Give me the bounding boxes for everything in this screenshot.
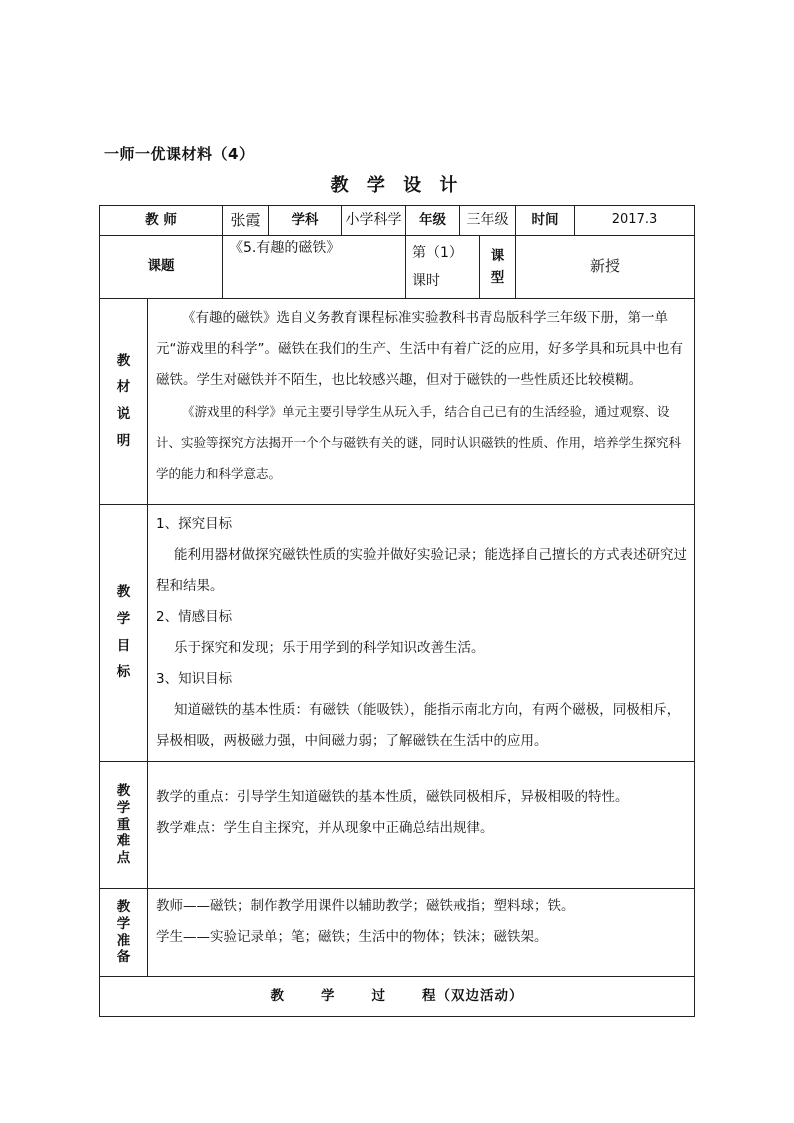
preparation-line: 学生——实验记录单；笔；磁铁；生活中的物体；铁沫；磁铁架。 — [156, 929, 548, 945]
goals-label-char: 目 — [116, 637, 131, 654]
key-points-label — [100, 762, 148, 889]
preparation-label-char: 准 — [116, 932, 131, 949]
info-row — [100, 206, 695, 236]
topic-label: 课题 — [100, 236, 223, 299]
topic-row — [100, 236, 695, 299]
material-label-char: 教 — [116, 352, 131, 369]
page-title: 教 学 设 计 — [330, 175, 464, 196]
key-point-line: 教学的重点：引导学生知道磁铁的基本性质，磁铁同极相斥，异极相吸的特性。 — [156, 789, 629, 805]
goal-heading: 1、探究目标 — [156, 516, 233, 532]
process-word: 过 — [371, 987, 386, 1004]
subject-value: 小学科学 — [342, 206, 406, 236]
preparation-label-char: 备 — [116, 949, 131, 966]
grade-label: 年级 — [406, 206, 460, 236]
key-points-label-char: 教 — [116, 782, 131, 799]
process-row — [100, 977, 695, 1017]
key-points-label-char: 点 — [116, 850, 131, 867]
key-points-row — [100, 762, 695, 889]
goals-label-char: 教 — [116, 584, 131, 601]
preparation-label — [100, 889, 148, 977]
preparation-label-char: 学 — [116, 915, 131, 932]
preparation-content — [148, 889, 695, 977]
key-points-label-char: 重 — [116, 816, 131, 833]
period-text: 第（1）课时 — [412, 245, 463, 289]
goal-text: 能利用器材做探究磁铁性质的实验并做好实验记录；能选择自己擅长的方式表述研究过程和结果。 — [156, 547, 687, 594]
goals-label — [100, 505, 148, 762]
subject-label: 学科 — [269, 206, 342, 236]
preparation-line: 教师——磁铁；制作教学用课件以辅助教学；磁铁戒指；塑料球；铁。 — [156, 898, 575, 914]
goal-text: 乐于探究和发现；乐于用学到的科学知识改善生活。 — [174, 640, 485, 656]
document-series-title: 一师一优课材料（4） — [104, 145, 255, 163]
process-word: 教 — [270, 987, 285, 1004]
time-value: 2017.3 — [575, 206, 695, 236]
type-label-2: 型 — [490, 270, 505, 286]
preparation-label-char: 教 — [116, 898, 131, 915]
process-word: 程（双边活动） — [422, 987, 524, 1004]
type-label — [480, 236, 516, 299]
material-label-char: 材 — [116, 379, 131, 396]
goal-text: 知道磁铁的基本性质：有磁铁（能吸铁），能指示南北方向，有两个磁极，同极相斥，异极相吸，两极磁力强，中间磁力弱；了解磁铁在生活中的应用。 — [156, 702, 681, 749]
material-label-char: 说 — [116, 406, 131, 422]
type-label-1: 课 — [490, 248, 505, 264]
goals-label-char: 学 — [116, 610, 131, 627]
topic-value — [223, 236, 406, 299]
grade-value: 三年级 — [460, 206, 516, 236]
goal-heading: 2、情感目标 — [156, 609, 233, 625]
material-label — [100, 299, 148, 505]
topic-text: 《5.有趣的磁铁》 — [229, 240, 341, 256]
process-word: 学 — [321, 987, 336, 1004]
material-paragraph: 《有趣的磁铁》选自义务教育课程标准实验教科书青岛版科学三年级下册，第一单元“游戏里的科学”。磁铁在我们的生产、生活中有着广泛的应用，好多学具和玩具中也有磁铁。学生对磁铁并不陌生，也比较感兴趣，但对于磁铁的一些性质还比较模糊。 — [156, 310, 683, 388]
key-point-line: 教学难点：学生自主探究，并从现象中正确总结出规律。 — [156, 820, 494, 836]
goals-row — [100, 505, 695, 762]
teacher-label: 教 师 — [100, 206, 223, 236]
key-points-label-char: 学 — [116, 799, 131, 816]
material-row — [100, 299, 695, 505]
material-content — [148, 299, 695, 505]
key-points-content — [148, 762, 695, 889]
goals-label-char: 标 — [116, 664, 131, 681]
goals-content — [148, 505, 695, 762]
material-paragraph: 《游戏里的科学》单元主要引导学生从玩入手，结合自己已有的生活经验，通过观察、设计、实验等探究方法揭开一个个与磁铁有关的谜，同时认识磁铁的性质、作用，培养学生探究科学的能力和科学意志。 — [156, 404, 682, 481]
teacher-name: 张霞 — [223, 206, 269, 236]
preparation-row — [100, 889, 695, 977]
process-heading — [100, 977, 695, 1017]
time-label: 时间 — [516, 206, 575, 236]
goal-heading: 3、知识目标 — [156, 671, 233, 687]
period-cell — [406, 236, 480, 299]
key-points-label-char: 难 — [116, 833, 131, 850]
type-value: 新授 — [516, 236, 695, 299]
lesson-plan-table — [99, 205, 695, 1017]
material-label-char: 明 — [116, 432, 131, 449]
